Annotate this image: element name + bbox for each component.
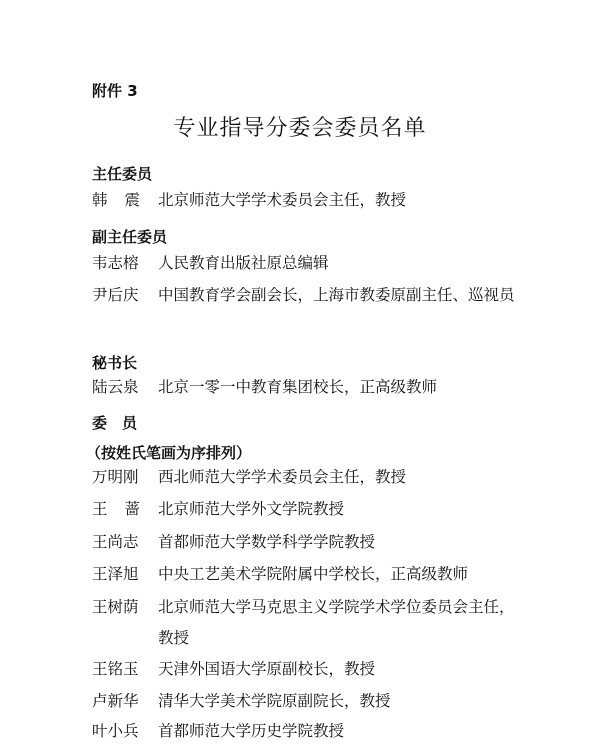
member-title: 北京一零一中教育集团校长，正高级教师	[158, 378, 438, 396]
member-title: 人民教育出版社原总编辑	[158, 254, 329, 272]
member-title: 北京师范大学马克思主义学院学术学位委员会主任，教授	[158, 598, 515, 647]
member-title: 西北师范大学学术委员会主任，教授	[158, 468, 407, 486]
member-name: 韩 震	[92, 191, 140, 209]
member-name: 王树荫	[92, 598, 139, 616]
member-name: 王铭玉	[92, 660, 139, 678]
member-title: 首都师范大学历史学院教授	[158, 722, 345, 740]
member-name: 韦志榕	[92, 254, 139, 272]
section-heading-members: 委 员	[92, 414, 138, 432]
member-name: 陆云泉	[92, 378, 139, 396]
attachment-label: 附件 3	[92, 82, 138, 100]
member-name: 王 蔷	[92, 500, 140, 518]
member-name: 王泽旭	[92, 565, 139, 583]
section-heading-director: 主任委员	[92, 165, 153, 183]
member-title: 天津外国语大学原副校长，教授	[158, 660, 376, 678]
member-name: 卢新华	[92, 692, 139, 710]
section-heading-vice-director: 副主任委员	[92, 228, 168, 246]
member-title: 中国教育学会副会长，上海市教委原副主任、巡视员	[158, 286, 515, 304]
member-name: 尹后庆	[92, 286, 139, 304]
member-title: 清华大学美术学院原副院长，教授	[158, 692, 391, 710]
member-title: 北京师范大学学术委员会主任，教授	[158, 191, 407, 209]
member-title: 首都师范大学数学科学学院教授	[158, 533, 376, 551]
section-heading-secretary: 秘书长	[92, 354, 138, 372]
member-title: 北京师范大学外文学院教授	[158, 500, 345, 518]
members-order-note: （按姓氏笔画为序排列）	[86, 444, 252, 462]
member-title: 中央工艺美术学院附属中学校长，正高级教师	[158, 565, 469, 583]
member-name: 万明刚	[92, 468, 139, 486]
page-title: 专业指导分委会委员名单	[173, 116, 427, 141]
member-name: 叶小兵	[92, 722, 139, 740]
member-name: 王尚志	[92, 533, 139, 551]
